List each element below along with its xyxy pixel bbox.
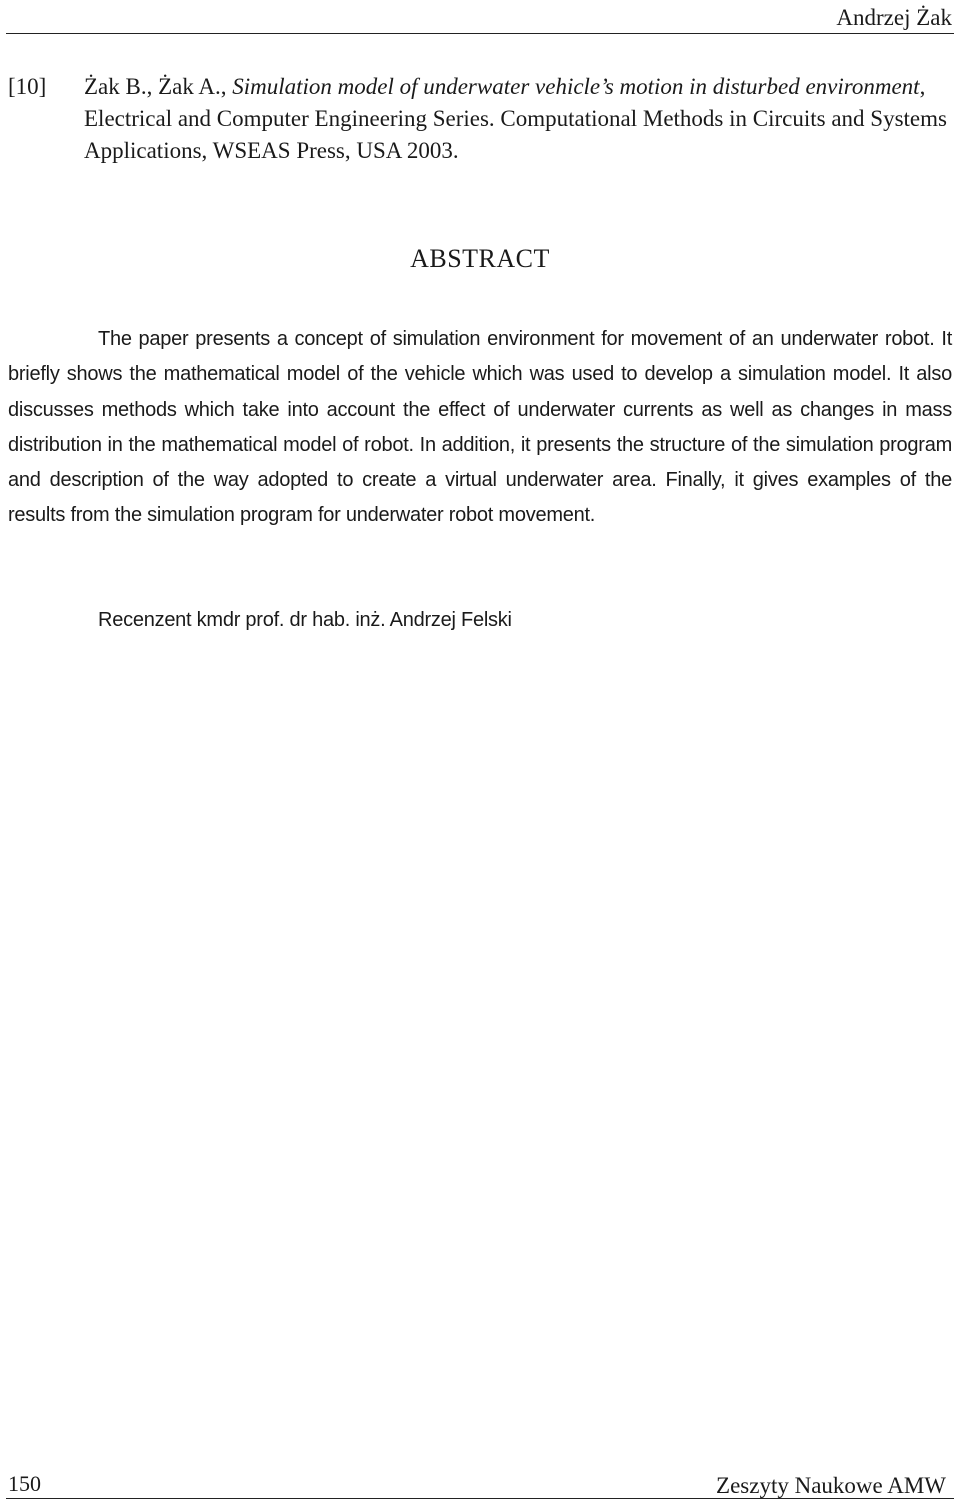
header-rule [6,33,954,34]
abstract-text: The paper presents a concept of simulation environment for movement of an underwater robot. It briefly shows the mathematical model of the vehicle which was used to develop a simulation model. It also discusses methods which take into account the effect of underwater currents as well as changes in mass distribution in the mathematical model of robot. In addition, it presents the structure of the simulation program and description of the way adopted to create a virtual underwater area. Finally, it gives examples of the results from the simulation program for underwater robot movement. [8,328,952,527]
running-header-author: Andrzej Żak [836,5,952,30]
footer-journal-name: Zeszyty Naukowe AMW [716,1473,946,1498]
footer-rule [6,1498,954,1499]
reference-number: [10] [8,74,47,99]
reviewer-line: Recenzent kmdr prof. dr hab. inż. Andrzej Felski [98,609,512,631]
abstract-heading: ABSTRACT [410,244,550,273]
reference-title: Simulation model of underwater vehicle’s motion in disturbed environment [232,74,920,99]
reference-authors: Żak B., Żak A., [84,74,233,99]
reference-source: , Electrical and Computer Engineering Series. Computational Methods in Circuits and Systems Applications, WSEAS Press, USA 2003. [84,74,947,163]
reference-body [84,71,952,167]
page-number: 150 [8,1471,41,1496]
